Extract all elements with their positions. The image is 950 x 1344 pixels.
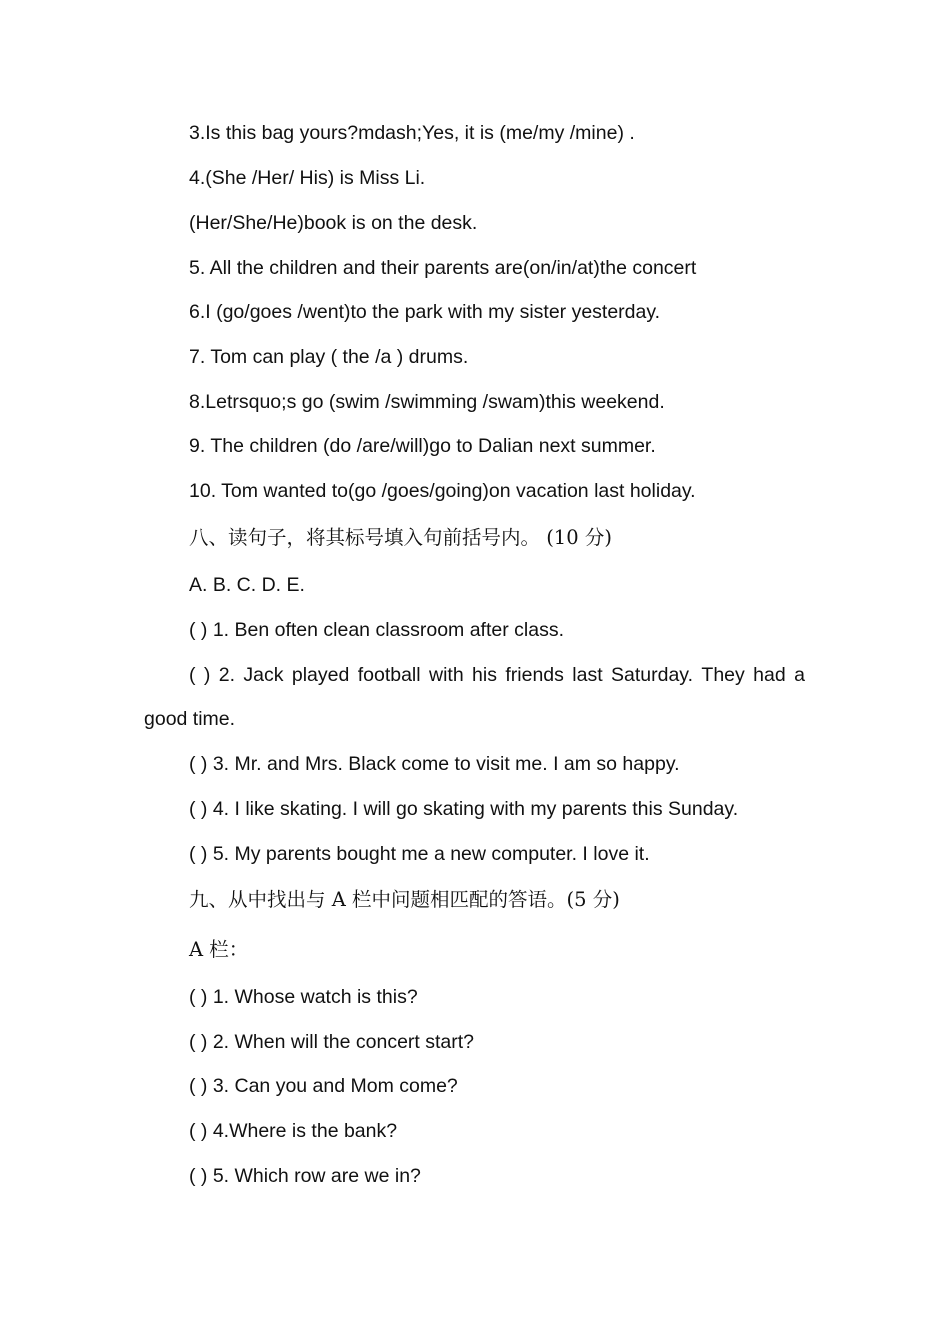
word: played xyxy=(291,664,350,686)
word: with xyxy=(428,664,464,686)
section-9-item-2: ( ) 2. When will the concert start? xyxy=(189,1031,475,1053)
word: Jack xyxy=(243,664,284,686)
section-8-item-2-continued: good time. xyxy=(144,708,236,730)
word: last xyxy=(572,664,603,686)
question-9: 9. The children (do /are/will)go to Dalian next summer. xyxy=(189,435,656,457)
word: friends xyxy=(505,664,564,686)
word: ) xyxy=(203,664,211,686)
section-8-item-2 xyxy=(189,666,805,686)
word: Saturday. xyxy=(611,664,694,686)
section-9-item-3: ( ) 3. Can you and Mom come? xyxy=(189,1075,458,1097)
word: a xyxy=(794,664,805,686)
section-8-options: A. B. C. D. E. xyxy=(189,574,305,596)
word: had xyxy=(753,664,786,686)
section-9-item-4: ( ) 4.Where is the bank? xyxy=(189,1120,398,1142)
question-4b: (Her/She/He)book is on the desk. xyxy=(189,212,478,234)
question-6: 6.I (go/goes /went)to the park with my sister yesterday. xyxy=(189,301,661,323)
word: ( xyxy=(189,664,196,686)
question-5: 5. All the children and their parents are(on/in/at)the concert xyxy=(189,257,697,279)
word: 2. xyxy=(218,664,236,686)
word: They xyxy=(701,664,745,686)
section-9-heading: 九、从中找出与 A 栏中问题相匹配的答语。(5 分) xyxy=(189,888,620,911)
question-10: 10. Tom wanted to(go /goes/going)on vacation last holiday. xyxy=(189,480,696,502)
section-9-item-1: ( ) 1. Whose watch is this? xyxy=(189,986,418,1008)
section-8-item-1: ( ) 1. Ben often clean classroom after class. xyxy=(189,619,564,641)
word: his xyxy=(472,664,497,686)
question-8: 8.Letrsquo;s go (swim /swimming /swam)this weekend. xyxy=(189,391,665,413)
section-8-item-5: ( ) 5. My parents bought me a new computer. I love it. xyxy=(189,843,650,865)
section-9-column-label: A 栏： xyxy=(189,938,249,961)
question-3: 3.Is this bag yours?mdash;Yes, it is (me/my /mine) . xyxy=(189,122,635,144)
section-8-item-3: ( ) 3. Mr. and Mrs. Black come to visit me. I am so happy. xyxy=(189,753,680,775)
question-4: 4.(She /Her/ His) is Miss Li. xyxy=(189,167,426,189)
question-7: 7. Tom can play ( the /a ) drums. xyxy=(189,346,469,368)
word: football xyxy=(357,664,421,686)
section-9-item-5: ( ) 5. Which row are we in? xyxy=(189,1165,421,1187)
section-8-heading: 八、读句子，将其标号填入句前括号内。 (10 分) xyxy=(189,526,612,549)
section-8-item-4: ( ) 4. I like skating. I will go skating with my parents this Sunday. xyxy=(189,798,739,820)
